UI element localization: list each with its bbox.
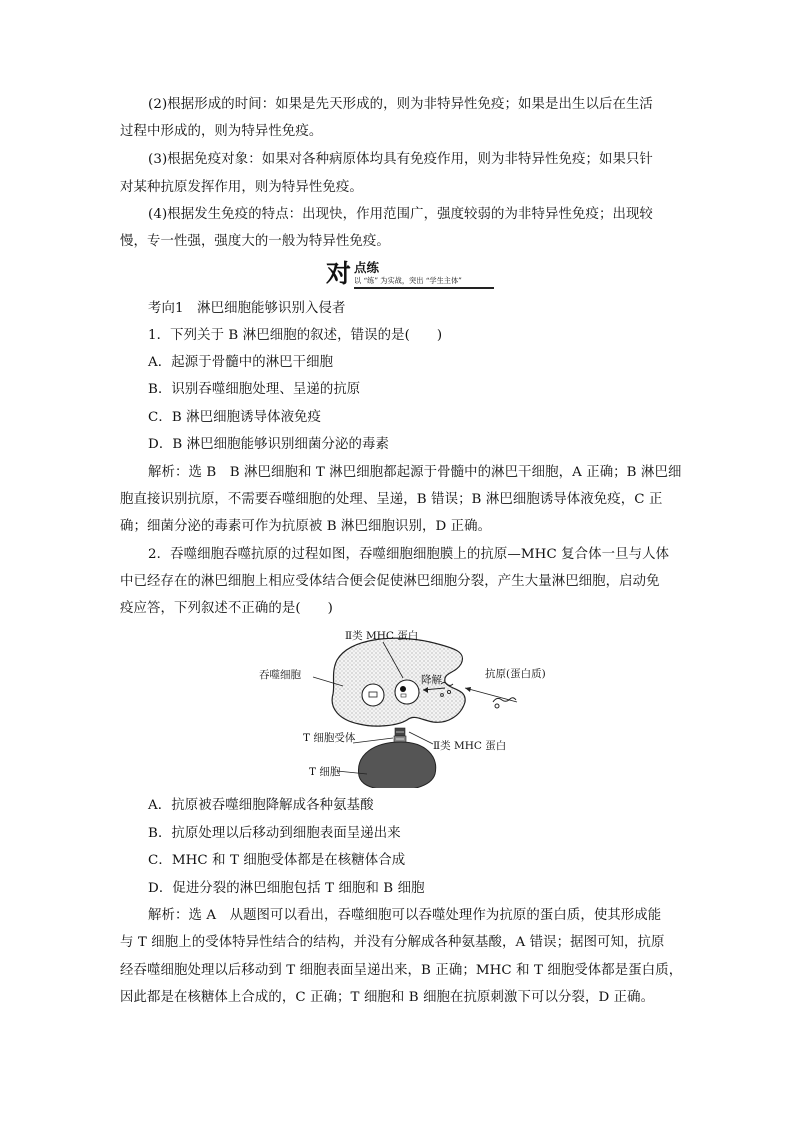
antigen-arrow [465, 688, 517, 702]
practice-banner [326, 260, 496, 290]
banner-title: 点练 [354, 260, 380, 275]
intro-item2-line2: 过程中形成的，则为特异性免疫。 [120, 124, 323, 139]
mhc-receptor-complex [394, 728, 406, 743]
label-t-cell-receptor: T 细胞受体 [303, 732, 356, 744]
q1-analysis-line1: 解析：选 B B 淋巴细胞和 T 淋巴细胞都起源于骨髓中的淋巴干细胞，A 正确；B 淋巴细 [148, 465, 682, 480]
q1-option-c: C．B 淋巴细胞诱导体液免疫 [148, 410, 322, 425]
q2-analysis-line2: 与 T 细胞上的受体特异性结合的结构，并没有分解成各种氨基酸，A 错误；据图可知，抗原 [120, 935, 665, 950]
t-cell-body [358, 742, 435, 788]
label-t-cell: T 细胞 [309, 766, 341, 778]
label-antigen: 抗原(蛋白质) [485, 668, 546, 680]
section-heading: 考向1 淋巴细胞能够识别入侵者 [148, 301, 346, 316]
vesicle-left [362, 684, 384, 706]
intro-item4-line2: 慢，专一性强，强度大的一般为特异性免疫。 [120, 234, 390, 249]
phagocyte-diagram [255, 628, 575, 788]
q1-analysis-line2: 胞直接识别抗原，不需要吞噬细胞的处理、呈递，B 错误；B 淋巴细胞诱导体液免疫，C 正 [120, 492, 663, 507]
intro-item3-line2: 对某种抗原发挥作用，则为特异性免疫。 [120, 180, 363, 195]
intro-item2-line1: (2)根据形成的时间：如果是先天形成的，则为非特异性免疫；如果是出生以后在生活 [148, 97, 653, 112]
q2-stem-line2: 中已经存在的淋巴细胞上相应受体结合便会促使淋巴细胞分裂，产生大量淋巴细胞，启动免 [120, 574, 660, 589]
intro-item4-line1: (4)根据发生免疫的特点：出现快，作用范围广，强度较弱的为非特异性免疫；出现较 [148, 207, 653, 222]
q2-analysis-line1: 解析：选 A 从题图可以看出，吞噬细胞可以吞噬处理作为抗原的蛋白质，使其形成能 [148, 908, 662, 923]
q1-option-b: B．识别吞噬细胞处理、呈递的抗原 [148, 382, 361, 397]
label-mhc-top: Ⅱ类 MHC 蛋白 [345, 630, 419, 642]
vesicle-right [395, 680, 419, 704]
incoming-antigen [493, 698, 516, 708]
q2-option-b: B．抗原处理以后移动到细胞表面呈递出来 [148, 826, 401, 841]
q2-stem-line3: 疫应答，下列叙述不正确的是( ) [120, 601, 334, 616]
phagocyte-cell-body [332, 638, 465, 726]
q2-stem-line1: 2．吞噬细胞吞噬抗原的过程如图，吞噬细胞细胞膜上的抗原—MHC 复合体一旦与人体 [148, 547, 670, 562]
intro-item3-line1: (3)根据免疫对象：如果对各种病原体均具有免疫作用，则为非特异性免疫；如果只针 [148, 152, 653, 167]
label-phagocyte: 吞噬细胞 [259, 669, 301, 681]
q1-option-a: A．起源于骨髓中的淋巴干细胞 [148, 355, 334, 370]
diagram-svg [255, 628, 575, 788]
q1-stem: 1．下列关于 B 淋巴细胞的叙述，错误的是( ) [148, 328, 443, 343]
q2-option-a: A．抗原被吞噬细胞降解成各种氨基酸 [148, 798, 374, 813]
q2-analysis-line4: 因此都是在核糖体上合成的，C 正确；T 细胞和 B 细胞在抗原刺激下可以分裂，D 正确。 [120, 990, 655, 1005]
q1-option-d: D．B 淋巴细胞能够识别细菌分泌的毒素 [148, 437, 389, 452]
label-degrade: 降解 [421, 674, 442, 686]
q2-option-d: D．促进分裂的淋巴细胞包括 T 细胞和 B 细胞 [148, 881, 425, 896]
q1-analysis-line3: 确；细菌分泌的毒素可作为抗原被 B 淋巴细胞识别，D 正确。 [120, 519, 492, 534]
banner-rule [354, 287, 494, 289]
banner-tagline: 以 “练” 为实战，突出 “学生主体” [354, 276, 462, 285]
banner-big-char: 对 [326, 259, 352, 288]
q2-option-c: C．MHC 和 T 细胞受体都是在核糖体合成 [148, 853, 406, 868]
q2-analysis-line3: 经吞噬细胞处理以后移动到 T 细胞表面呈递出来，B 正确；MHC 和 T 细胞受体都是蛋白质， [120, 963, 683, 978]
label-mhc-bottom: Ⅱ类 MHC 蛋白 [433, 740, 507, 752]
